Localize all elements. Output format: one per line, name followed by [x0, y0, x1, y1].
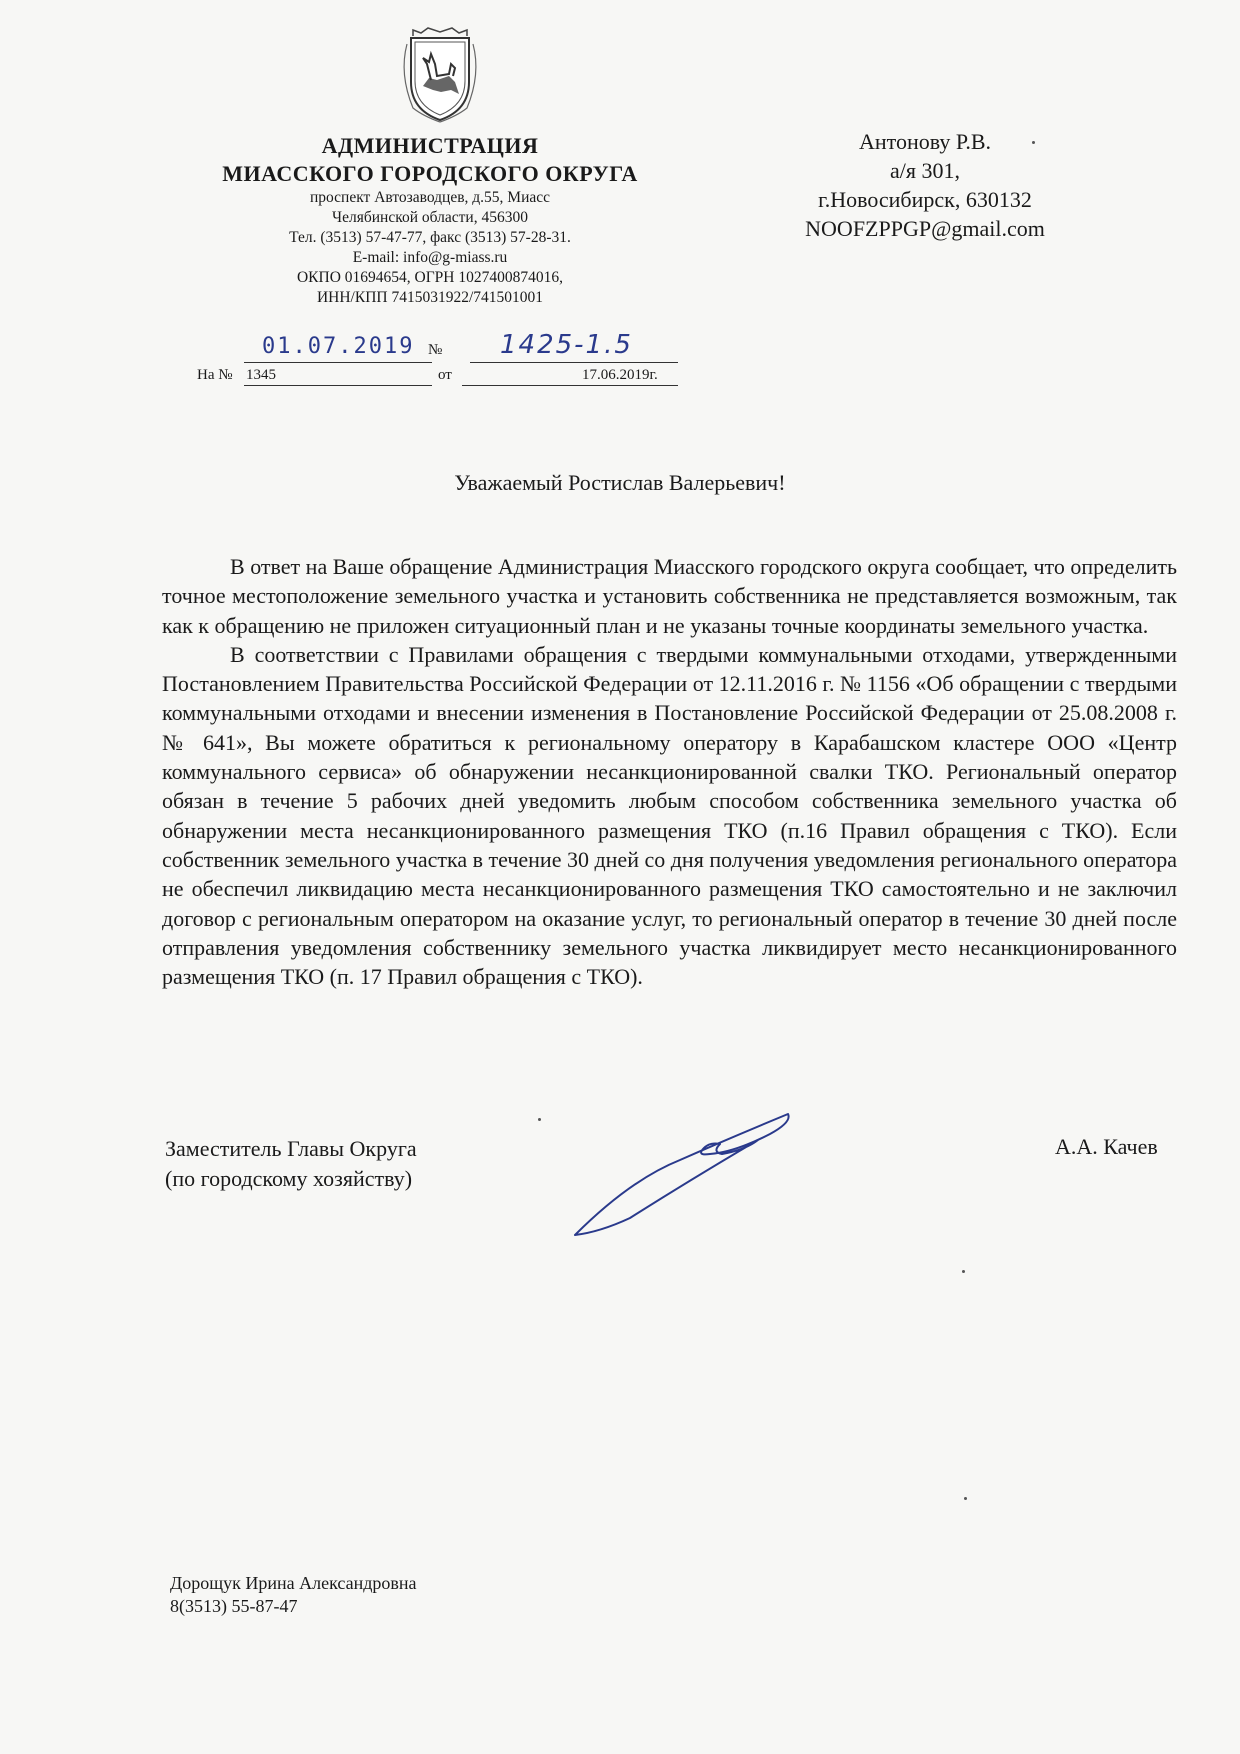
- scan-speck: [962, 1270, 965, 1273]
- org-email: E-mail: info@g-miass.ru: [352, 249, 508, 266]
- addressee-block: [760, 127, 1090, 243]
- reply-from-label: от: [438, 367, 452, 383]
- addressee-po-box: а/я 301,: [890, 158, 960, 183]
- org-address-line1: проспект Автозаводцев, д.55, Миасс: [309, 189, 551, 206]
- org-name-line2: МИАССКОГО ГОРОДСКОГО ОКРУГА: [222, 161, 638, 186]
- reply-to-underline: [244, 385, 432, 386]
- scan-speck: [964, 1497, 967, 1500]
- org-okpo-ogrn: ОКПО 01694654, ОГРН 1027400874016,: [296, 269, 563, 286]
- reg-number-underline: [470, 362, 678, 363]
- executor-name: Дорощук Ирина Александровна: [170, 1573, 417, 1593]
- coat-of-arms-emblem: [393, 24, 488, 124]
- letterhead: [190, 132, 670, 308]
- org-inn-kpp: ИНН/КПП 7415031922/741501001: [316, 289, 544, 306]
- scan-speck: [538, 1118, 541, 1121]
- body-paragraph-1: В ответ на Ваше обращение Администрация Миасского городского округа сообщает, что определить точное местоположение земельного участка и установить собственника не представляется возможным, так как к обращению не приложен ситуационный план и не указаны точные координаты земельного участка.: [162, 554, 1177, 638]
- letter-body: [162, 552, 1177, 991]
- signatory-title-line2: (по городскому хозяйству): [165, 1166, 413, 1191]
- signatory-name: А.А. Качев: [1055, 1134, 1158, 1159]
- body-paragraph-2: В соответствии с Правилами обращения с твердыми коммунальными отходами, утвержденными Постановлением Правительства Российской Федерации от 12.11.2016 г. № 1156 «Об обращении с твердыми коммунальными отходами и внесении изменения в Постановление Российской Федерации от 25.08.2008 г. № 641», Вы можете обратиться к региональному оператору в Карабашском кластере ООО «Центр коммунального сервиса» об обнаружении несанкционированной свалки ТКО. Региональный оператор обязан в течение 5 рабочих дней уведомить любым способом собственника земельного участка об обнаружении места несанкционированного размещения ТКО (п.16 Правил обращения с ТКО). Если собственник земельного участка в течение 30 дней со дня получения уведомления регионального оператора не обеспечил ликвидацию места несанкционированного размещения ТКО самостоятельно и не заключил договор с региональным оператором на оказание услуг, то региональный оператор в течение 30 дней после отправления уведомления собственнику земельного участка ликвидирует место несанкционированного размещения ТКО (п. 17 Правил обращения с ТКО).: [162, 641, 1177, 990]
- scan-speck: [1032, 141, 1035, 144]
- reg-date-underline: [244, 362, 432, 363]
- executor-phone: 8(3513) 55-87-47: [170, 1596, 298, 1616]
- registration-date-stamp: 01.07.2019: [262, 334, 415, 359]
- reply-from-date: 17.06.2019г.: [582, 367, 658, 383]
- org-address-line2: Челябинской области, 456300: [332, 209, 528, 226]
- org-phone-fax: Тел. (3513) 57-47-77, факс (3513) 57-28-31.: [289, 229, 571, 246]
- registration-number-label: №: [428, 342, 443, 358]
- addressee-email: NOOFZPPGP@gmail.com: [805, 216, 1045, 241]
- org-name-line1: АДМИНИСТРАЦИЯ: [321, 133, 539, 158]
- reply-from-underline: [462, 385, 678, 386]
- signatory-title-line1: Заместитель Главы Округа: [165, 1136, 417, 1161]
- signatory-title: [165, 1134, 417, 1194]
- addressee-name: Антонову Р.В.: [858, 129, 992, 154]
- registration-number-handwritten: 1425-1.5: [500, 330, 633, 360]
- handwritten-signature: [570, 1110, 800, 1240]
- executor-block: [170, 1572, 417, 1618]
- reply-to-number: 1345: [246, 367, 276, 383]
- reply-to-label: На №: [197, 367, 233, 383]
- addressee-city: г.Новосибирск, 630132: [818, 187, 1032, 212]
- salutation: Уважаемый Ростислав Валерьевич!: [454, 470, 786, 495]
